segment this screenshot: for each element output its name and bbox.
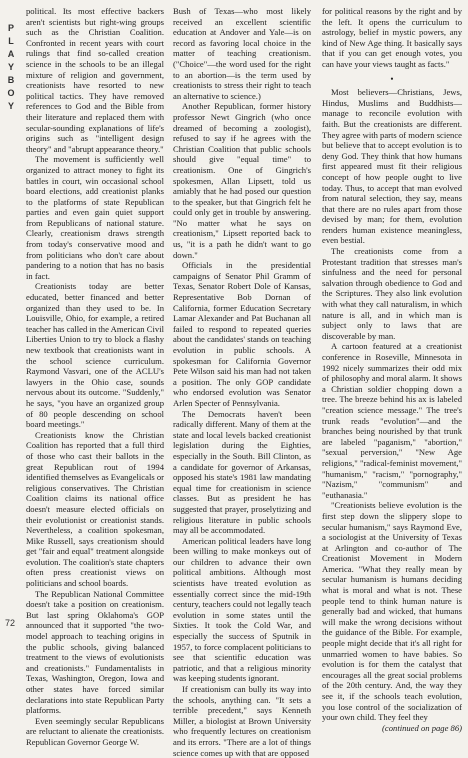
masthead-letter: O: [7, 88, 15, 98]
paragraph: political. Its most effective backers aren't scientists but right-wing groups such as the Christian Coalition. Confronted in recent years with court rulings that find so-called creation science in the schools to be an illegal mixture of religion and government, creationists have resorted to new political tactics. They have removed references to God and the Bible from their literature and replaced them with secular-sounding explanations of life's origins such as "intelligent design theory" and "abrupt appearance theory.": [26, 6, 164, 154]
paragraph: The Republican National Committee doesn't take a position on creationism. But last spring Oklahoma's GOP announced that it supported "the two-model approach to teaching origins in the public schools, giving balanced treatment to the views of evolutionists and creationists." Fundamentalists in Texas, Washington, Oregon, Iowa and other states have forced similar declarations into state Republican Party platforms.: [26, 588, 164, 716]
masthead-letter: P: [7, 23, 14, 33]
page-number: 72: [5, 618, 16, 628]
magazine-masthead: [4, 22, 18, 113]
paragraph: Most believers—Christians, Jews, Hindus, Muslims and Buddhists—manage to reconcile evolution with faith. But the creationists are different. They agree with parts of modern science but believe that to accept evolution is to deny God. They think that how humans first appeared must fit their religious concept of how people ought to live today. Thus, to accept that man evolved from natural selection, they say, means that there are no rules apart from those devised by man; for them, evolution renders human existence meaningless, even bestial.: [322, 87, 462, 246]
text-column-3: [322, 6, 462, 733]
text-column-2: [173, 6, 311, 758]
paragraph: A cartoon featured at a creationist conference in Roseville, Minnesota in 1992 nicely summarizes their odd mix of philosophy and moral alarm. It shows a Christian soldier chopping down a tree. The breeze behind his ax is labeled "creation science message." The tree's trunk reads "evolution"—and the branches being nourished by that trunk are labeled "paganism," "abortion," "sexual perversion," "New Age religions," "radical-feminist movement," "humanism," "racism," "pornography," "Nazism," "communism" and "euthanasia.": [322, 341, 462, 500]
paragraph: Officials in the presidential campaigns of Senator Phil Gramm of Texas, Senator Robert Dole of Kansas, Representative Bob Dornan of California, former Education Secretary Lamar Alexander and Pat Buchanan all failed to respond to repeated queries about the candidates' stands on teaching evolution in public schools. A spokesman for California Governor Pete Wilson said his man had not taken a position. The only GOP candidate who endorsed evolution was Senator Arlen Specter of Pennsylvania.: [173, 260, 311, 408]
text-column-1: [26, 6, 164, 747]
paragraph: The Democrats haven't been radically different. Many of them at the state and local levels backed creationist legislation during the Eighties, especially in the South. Bill Clinton, as a candidate for governor of Arkansas, opposed his state's 1981 law mandating equal time for creationism in science classes. But as president he has suggested that prayer, proselytizing and religious literature in public schools may all be accommodated.: [173, 408, 311, 536]
paragraph: for political reasons by the right and by the left. It opens the curriculum to astrology, belief in mystic powers, any kind of New Age thing. It basically says that if you can get enough votes, you can have your views taught as facts.": [322, 6, 462, 69]
paragraph: If creationism can bully its way into the schools, anything can. "It sets a terrible precedent," says Kenneth Miller, a biologist at Brown University who frequently lectures on creationism and its errors. "There are a lot of things science comes up with that are opposed: [173, 684, 311, 758]
paragraph: Creationists know the Christian Coalition has reported that a full third of those who cast their ballots in the great Republican rout of 1994 identified themselves as Evangelicals or religious conservatives. The Christian Coalition claims its national office doesn't measure elected officials on their evolutionist or creationist stands. Nevertheless, a coalition spokesman, Mike Russell, says creationism should get "fair and equal" treatment alongside evolution. The coalition's state chapters often press creationist views on politicians and school boards.: [26, 429, 164, 589]
masthead-letter: B: [7, 75, 15, 85]
paragraph: The movement is sufficiently well organized to attract money to fight its battles in court, win occasional school board elections, add creationist planks to the platforms of state Republican parties and even gain quiet support from Republicans of national stature. Clearly, creationism draws strength from today's conservative mood and from politicians who don't care about pandering to a notion that has no basis in fact.: [26, 154, 164, 281]
paragraph: American political leaders have long been willing to make monkeys out of our children to advance their own political ambitions. Although most scientists have treated evolution as essentially correct since the mid-19th century, teachers could not legally teach evolution in some states until the Sixties. It took the Cold War, and especially the success of Sputnik in 1957, to force complacent politicians to see that scientific education was patriotic, and that a religious minority was keeping students ignorant.: [173, 535, 311, 684]
masthead-letter: L: [8, 36, 14, 46]
paragraph: The creationists come from a Protestant tradition that stresses man's sinfulness and the need for personal salvation through obedience to God and the Scriptures. They also link evolution with what they call naturalism, in which nature is all, and in which man is subject only to laws that are discoverable by man.: [322, 246, 462, 341]
masthead-letter: A: [7, 49, 15, 59]
section-separator: •: [390, 73, 394, 84]
paragraph: Creationists today are better educated, better financed and better organized than they used to be. In Louisville, Ohio, for example, a retired teacher has called in the American Civil Liberties Union to try to block a flashy new textbook that creationists want in the school science curriculum. Raymond Vasvari, one of the ACLU's lawyers in the Ohio case, sounds nervous about its outcome. "Suddenly," he says, "you have an organized group of 80 people descending on school board meetings.": [26, 281, 164, 430]
paragraph: Even seemingly secular Republicans are reluctant to alienate the creationists. Republican Governor George W.: [26, 715, 164, 747]
masthead-letter: Y: [7, 101, 14, 111]
masthead-letter: Y: [7, 62, 14, 72]
continued-note: (continued on page 86): [382, 722, 462, 733]
paragraph: Bush of Texas—who most likely received an excellent scientific education at Andover and Yale—is on record as favoring local choice in the matter of teaching creationism. ("Choice"—the word used for the right to an abortion—is the term used by creationists to stress their right to teach an alternative to science.): [173, 6, 311, 101]
paragraph: Another Republican, former history professor Newt Gingrich (who once dreamed of becoming a zoologist), refused to say if he agrees with the Christian Coalition that public schools should give "equal time" to creationism. One of Gingrich's spokesmen, Allan Lipsett, told us amiably that he had posed our question to the speaker, but that Gingrich felt he could only get in trouble by answering. "No matter what he says on creationism," Lipsett reported back to us, "it is a path he didn't want to go down.": [173, 101, 311, 260]
paragraph: "Creationists believe evolution is the first step down the slippery slope to secular humanism," says Raymond Eve, a sociologist at the University of Texas at Arlington and co-author of The Creationist Movement in Modern America. "What they really mean by secular humanism is humans deciding what is moral and what is not. These people tend to think human nature is generally bad and wicked, that humans will make the wrong decisions without the guidance of the Bible. For example, people might decide that it's all right for unmarried women to have babies. So evolution is for them the catalyst that encourages all the great social problems of the 20th century. And, the way they see it, if the schools teach evolution, you lose control of the socialization of your own child. They feel they: [322, 500, 462, 723]
